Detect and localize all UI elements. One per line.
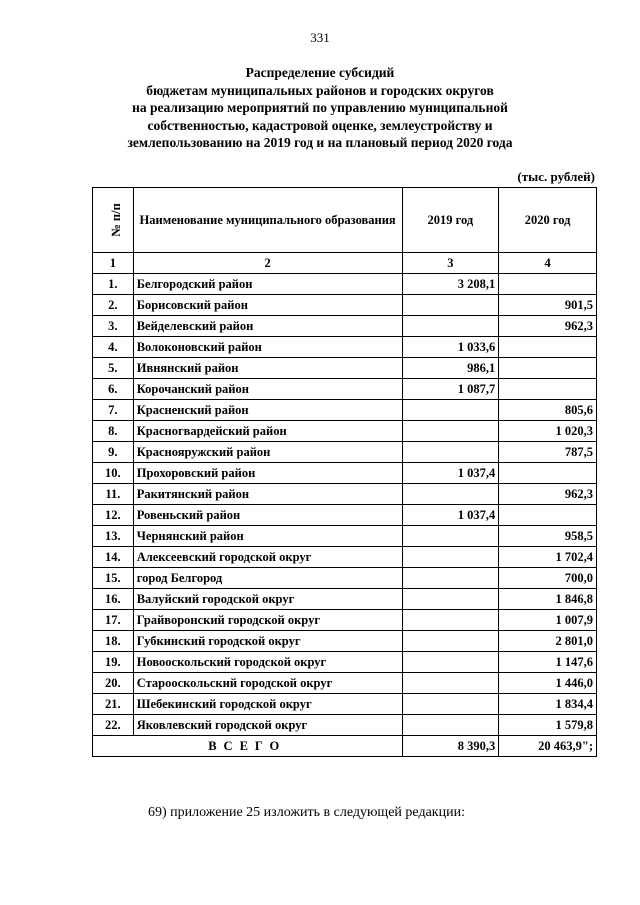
row-value-2020	[499, 274, 597, 295]
row-name: Борисовский район	[133, 295, 402, 316]
table-row	[93, 631, 597, 652]
table-row	[93, 589, 597, 610]
total-row	[93, 736, 597, 757]
column-number-row	[93, 253, 597, 274]
row-value-2020	[499, 379, 597, 400]
row-name: Старооскольский городской округ	[133, 673, 402, 694]
table-row	[93, 715, 597, 736]
table-header-row	[93, 188, 597, 253]
title-line: на реализацию мероприятий по управлению муниципальной	[132, 100, 508, 115]
row-value-2019	[402, 715, 499, 736]
row-value-2020: 1 446,0	[499, 673, 597, 694]
row-number: 12.	[93, 505, 134, 526]
table-row	[93, 652, 597, 673]
table-row	[93, 463, 597, 484]
row-number: 21.	[93, 694, 134, 715]
title-line: Распределение субсидий	[245, 65, 395, 80]
row-value-2019	[402, 400, 499, 421]
row-value-2020: 2 801,0	[499, 631, 597, 652]
row-number: 1.	[93, 274, 134, 295]
row-number: 16.	[93, 589, 134, 610]
table-row	[93, 379, 597, 400]
row-value-2019	[402, 631, 499, 652]
table-row	[93, 400, 597, 421]
row-value-2019	[402, 673, 499, 694]
row-value-2020	[499, 358, 597, 379]
row-value-2020: 1 020,3	[499, 421, 597, 442]
row-number: 20.	[93, 673, 134, 694]
row-value-2019	[402, 421, 499, 442]
row-value-2019	[402, 295, 499, 316]
row-value-2019: 1 037,4	[402, 505, 499, 526]
subsidies-table	[92, 187, 597, 757]
row-name: Шебекинский городской округ	[133, 694, 402, 715]
table-row	[93, 526, 597, 547]
total-label: ВСЕГО	[93, 736, 403, 757]
row-name: Новооскольский городской округ	[133, 652, 402, 673]
header-2020: 2020 год	[499, 188, 597, 253]
total-2020: 20 463,9";	[499, 736, 597, 757]
table-row	[93, 358, 597, 379]
table-row	[93, 421, 597, 442]
header-number	[93, 188, 134, 253]
row-value-2019	[402, 442, 499, 463]
row-value-2020	[499, 463, 597, 484]
row-name: Ровеньский район	[133, 505, 402, 526]
header-name: Наименование муниципального образования	[133, 188, 402, 253]
table-row	[93, 505, 597, 526]
total-2019: 8 390,3	[402, 736, 499, 757]
column-number: 2	[133, 253, 402, 274]
footer-note: 69) приложение 25 изложить в следующей редакции:	[148, 805, 465, 820]
title-line: бюджетам муниципальных районов и городских округов	[146, 82, 494, 98]
row-value-2019	[402, 568, 499, 589]
row-number: 13.	[93, 526, 134, 547]
table-row	[93, 274, 597, 295]
table-row	[93, 484, 597, 505]
row-number: 8.	[93, 421, 134, 442]
row-value-2020: 1 702,4	[499, 547, 597, 568]
units-label: (тыс. рублей)	[517, 169, 595, 184]
row-value-2020: 1 579,8	[499, 715, 597, 736]
row-name: Губкинский городской округ	[133, 631, 402, 652]
column-number: 4	[499, 253, 597, 274]
row-name: Ивнянский район	[133, 358, 402, 379]
row-number: 18.	[93, 631, 134, 652]
table-row	[93, 337, 597, 358]
row-number: 15.	[93, 568, 134, 589]
table-row	[93, 295, 597, 316]
row-number: 17.	[93, 610, 134, 631]
row-name: Красногвардейский район	[133, 421, 402, 442]
row-number: 6.	[93, 379, 134, 400]
row-name: Краснояружский район	[133, 442, 402, 463]
row-value-2019: 1 087,7	[402, 379, 499, 400]
table-row	[93, 442, 597, 463]
document-title	[60, 64, 580, 152]
row-name: Красненский район	[133, 400, 402, 421]
row-number: 11.	[93, 484, 134, 505]
row-name: Прохоровский район	[133, 463, 402, 484]
row-number: 7.	[93, 400, 134, 421]
column-number: 1	[93, 253, 134, 274]
header-number-label: № п/п	[109, 203, 123, 237]
row-value-2019: 3 208,1	[402, 274, 499, 295]
row-name: Корочанский район	[133, 379, 402, 400]
row-value-2019	[402, 547, 499, 568]
row-value-2019	[402, 589, 499, 610]
row-number: 5.	[93, 358, 134, 379]
row-name: Валуйский городской округ	[133, 589, 402, 610]
row-value-2019	[402, 316, 499, 337]
row-value-2019	[402, 694, 499, 715]
table-row	[93, 316, 597, 337]
row-value-2020: 1 846,8	[499, 589, 597, 610]
row-value-2019: 1 033,6	[402, 337, 499, 358]
table-body	[93, 274, 597, 736]
row-number: 9.	[93, 442, 134, 463]
row-value-2020: 901,5	[499, 295, 597, 316]
row-value-2020: 700,0	[499, 568, 597, 589]
row-name: город Белгород	[133, 568, 402, 589]
row-value-2020: 1 147,6	[499, 652, 597, 673]
row-number: 2.	[93, 295, 134, 316]
title-line: землепользованию на 2019 год и на плановый период 2020 года	[127, 135, 513, 150]
row-number: 10.	[93, 463, 134, 484]
row-value-2020: 962,3	[499, 316, 597, 337]
table-row	[93, 694, 597, 715]
row-name: Вейделевский район	[133, 316, 402, 337]
row-value-2019: 1 037,4	[402, 463, 499, 484]
row-value-2020: 787,5	[499, 442, 597, 463]
table-row	[93, 673, 597, 694]
row-name: Алексеевский городской округ	[133, 547, 402, 568]
row-value-2020: 958,5	[499, 526, 597, 547]
title-line: собственностью, кадастровой оценке, землеустройству и	[147, 117, 493, 133]
row-name: Ракитянский район	[133, 484, 402, 505]
row-number: 14.	[93, 547, 134, 568]
row-name: Грайворонский городской округ	[133, 610, 402, 631]
row-value-2019	[402, 652, 499, 673]
row-value-2020	[499, 505, 597, 526]
row-name: Волоконовский район	[133, 337, 402, 358]
table-row	[93, 610, 597, 631]
row-value-2020: 1 834,4	[499, 694, 597, 715]
row-value-2019	[402, 484, 499, 505]
row-name: Чернянский район	[133, 526, 402, 547]
row-value-2020	[499, 337, 597, 358]
row-number: 19.	[93, 652, 134, 673]
table-row	[93, 547, 597, 568]
row-number: 3.	[93, 316, 134, 337]
row-name: Белгородский район	[133, 274, 402, 295]
table-row	[93, 568, 597, 589]
row-number: 4.	[93, 337, 134, 358]
row-number: 22.	[93, 715, 134, 736]
row-value-2020: 1 007,9	[499, 610, 597, 631]
row-value-2020: 805,6	[499, 400, 597, 421]
header-2019: 2019 год	[402, 188, 499, 253]
row-value-2019	[402, 526, 499, 547]
row-name: Яковлевский городской округ	[133, 715, 402, 736]
page-number: 331	[310, 30, 330, 45]
row-value-2020: 962,3	[499, 484, 597, 505]
column-number: 3	[402, 253, 499, 274]
row-value-2019	[402, 610, 499, 631]
row-value-2019: 986,1	[402, 358, 499, 379]
